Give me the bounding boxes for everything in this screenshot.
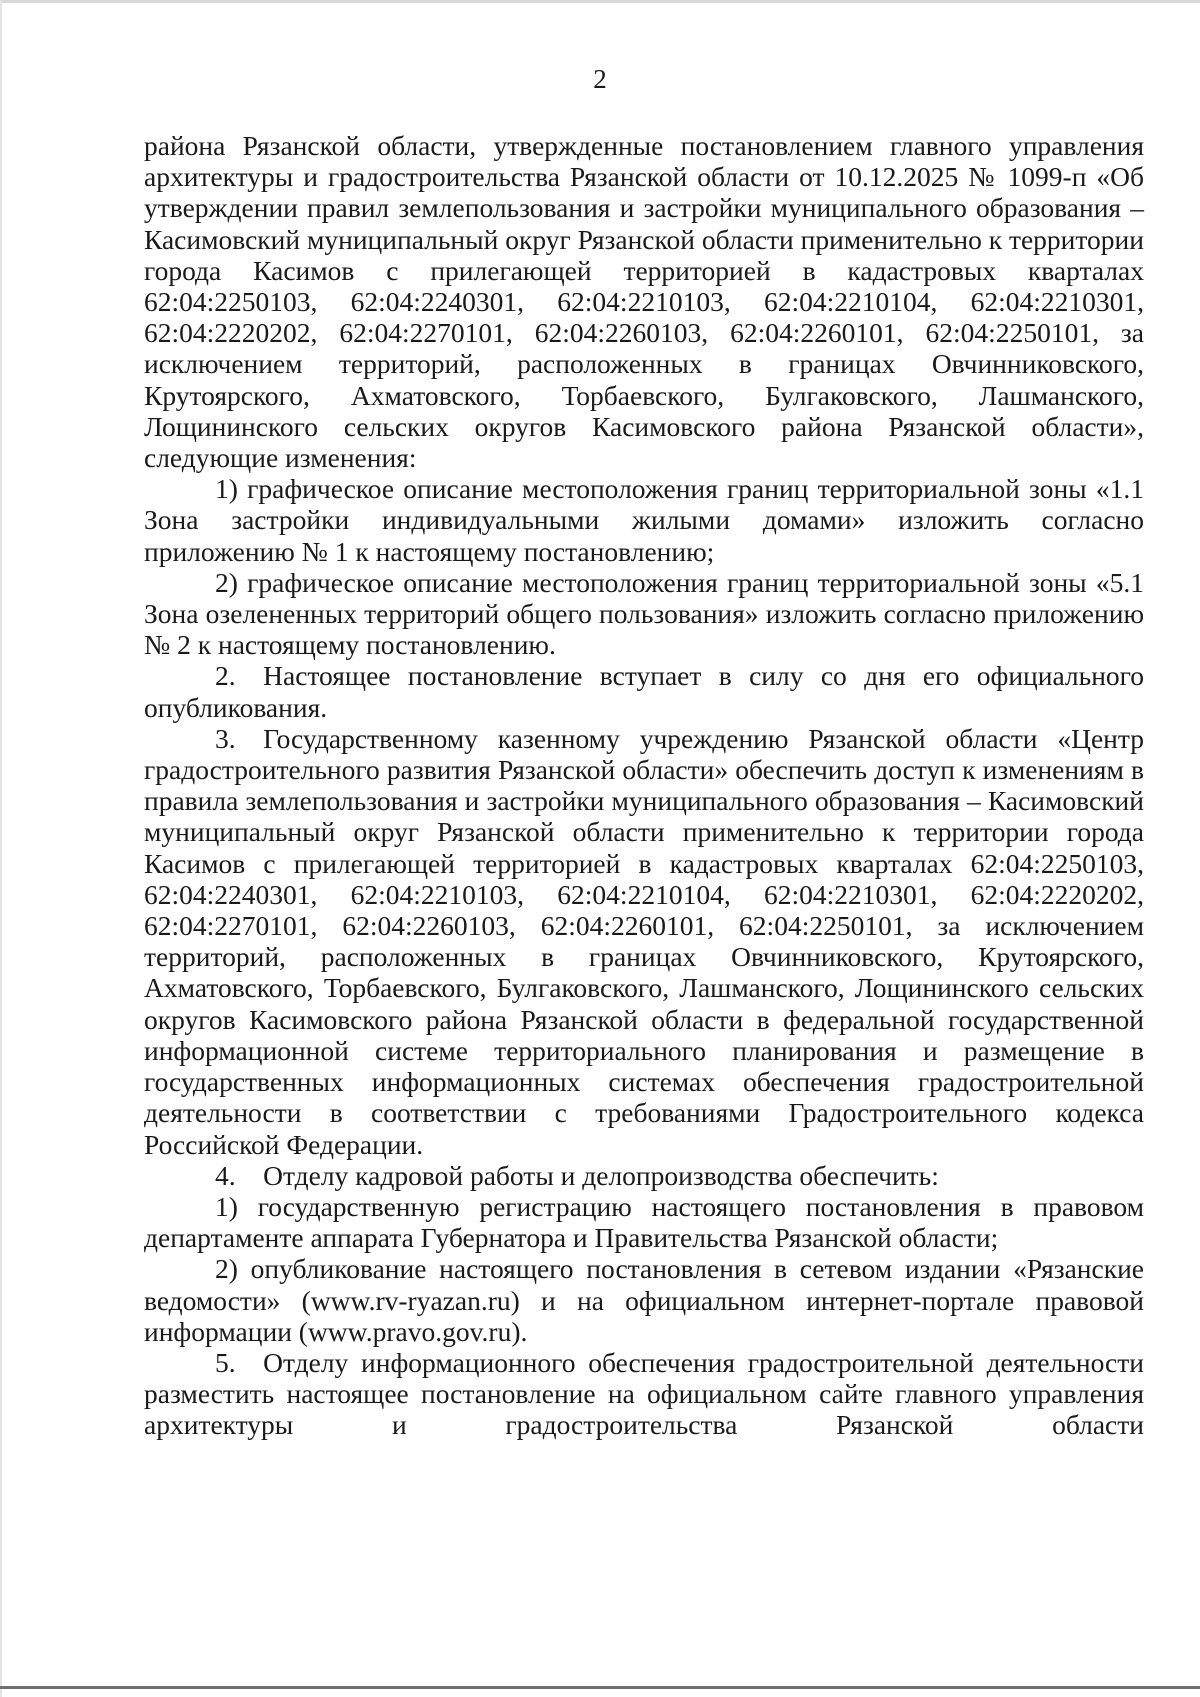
document-body bbox=[144, 130, 1144, 1441]
scan-edge-left bbox=[0, 0, 2, 1697]
paragraph-subitem-2: 2) графическое описание местоположения границ территориальной зоны «5.1 Зона озелененных территорий общего пользования» изложить согласно приложению № 2 к настоящему постановлению. bbox=[144, 566, 1144, 661]
paragraph-subitem-1: 1) графическое описание местоположения границ территориальной зоны «1.1 Зона застройки индивидуальными жилыми домами» изложить согласно приложению № 1 к настоящему постановлению; bbox=[144, 473, 1144, 567]
scan-edge-top bbox=[0, 0, 1200, 3]
paragraph-item-3: 3. Государственному казенному учреждению Рязанской области «Центр градостроительного развития Рязанской области» обеспечить доступ к изменениям в правила землепользования и застройки муниципального образования – Касимовский муниципальный округ Рязанской области применительно к территории города Касимов с прилегающей территорией в кадастровых кварталах 62:04:2250103, 62:04:2240301, 62:04:2210103, 62:04:2210104, 62:04:2210301, 62:04:2220202, 62:04:2270101, 62:04:2260103, 62:04:2260101, 62:04:2250101, за исключением территорий, расположенных в границах Овчинниковского, Крутоярского, Ахматовского, Торбаевского, Булгаковского, Лашманского, Лощининского сельских округов Касимовского района Рязанской области в федеральной государственной информационной системе территориального планирования и размещение в государственных информационных системах обеспечения градостроительной деятельности в соответствии с требованиями Градостроительного кодекса Российской Федерации. bbox=[144, 722, 1144, 1160]
paragraph-item-4-sub-1: 1) государственную регистрацию настоящего постановления в правовом департаменте аппарата Губернатора и Правительства Рязанской области; bbox=[144, 1190, 1144, 1254]
paragraph-item-4-sub-2: 2) опубликование настоящего постановления в сетевом издании «Рязанские ведомости» (www.rv-ryazan.ru) и на официальном интернет-портале правовой информации (www.pravo.gov.ru). bbox=[144, 1253, 1144, 1347]
paragraph-amendment-intro: района Рязанской области, утвержденные постановлением главного управления архитектуры и градостроительства Рязанской области от 10.12.2025 № 1099-п «Об утверждении правил землепользования и застройки муниципального образования – Касимовский муниципальный округ Рязанской области применительно к территории города Касимов с прилегающей территорией в кадастровых кварталах 62:04:2250103, 62:04:2240301, 62:04:2210103, 62:04:2210104, 62:04:2210301, 62:04:2220202, 62:04:2270101, 62:04:2260103, 62:04:2260101, 62:04:2250101, за исключением территорий, расположенных в границах Овчинниковского, Крутоярского, Ахматовского, Торбаевского, Булгаковского, Лашманского, Лощининского сельских округов Касимовского района Рязанской области», следующие изменения: bbox=[144, 130, 1144, 474]
page-number: 2 bbox=[593, 64, 607, 94]
paragraph-item-4: 4. Отделу кадровой работы и делопроизводства обеспечить: bbox=[215, 1159, 939, 1191]
paragraph-item-5: 5. Отделу информационного обеспечения градостроительной деятельности разместить настоящее постановление на официальном сайте главного управления архитектуры и градостроительства Рязанской области bbox=[144, 1346, 1144, 1441]
scan-edge-bottom bbox=[0, 1686, 1200, 1689]
paragraph-item-2: 2. Настоящее постановление вступает в силу со дня его официального опубликования. bbox=[144, 660, 1144, 723]
